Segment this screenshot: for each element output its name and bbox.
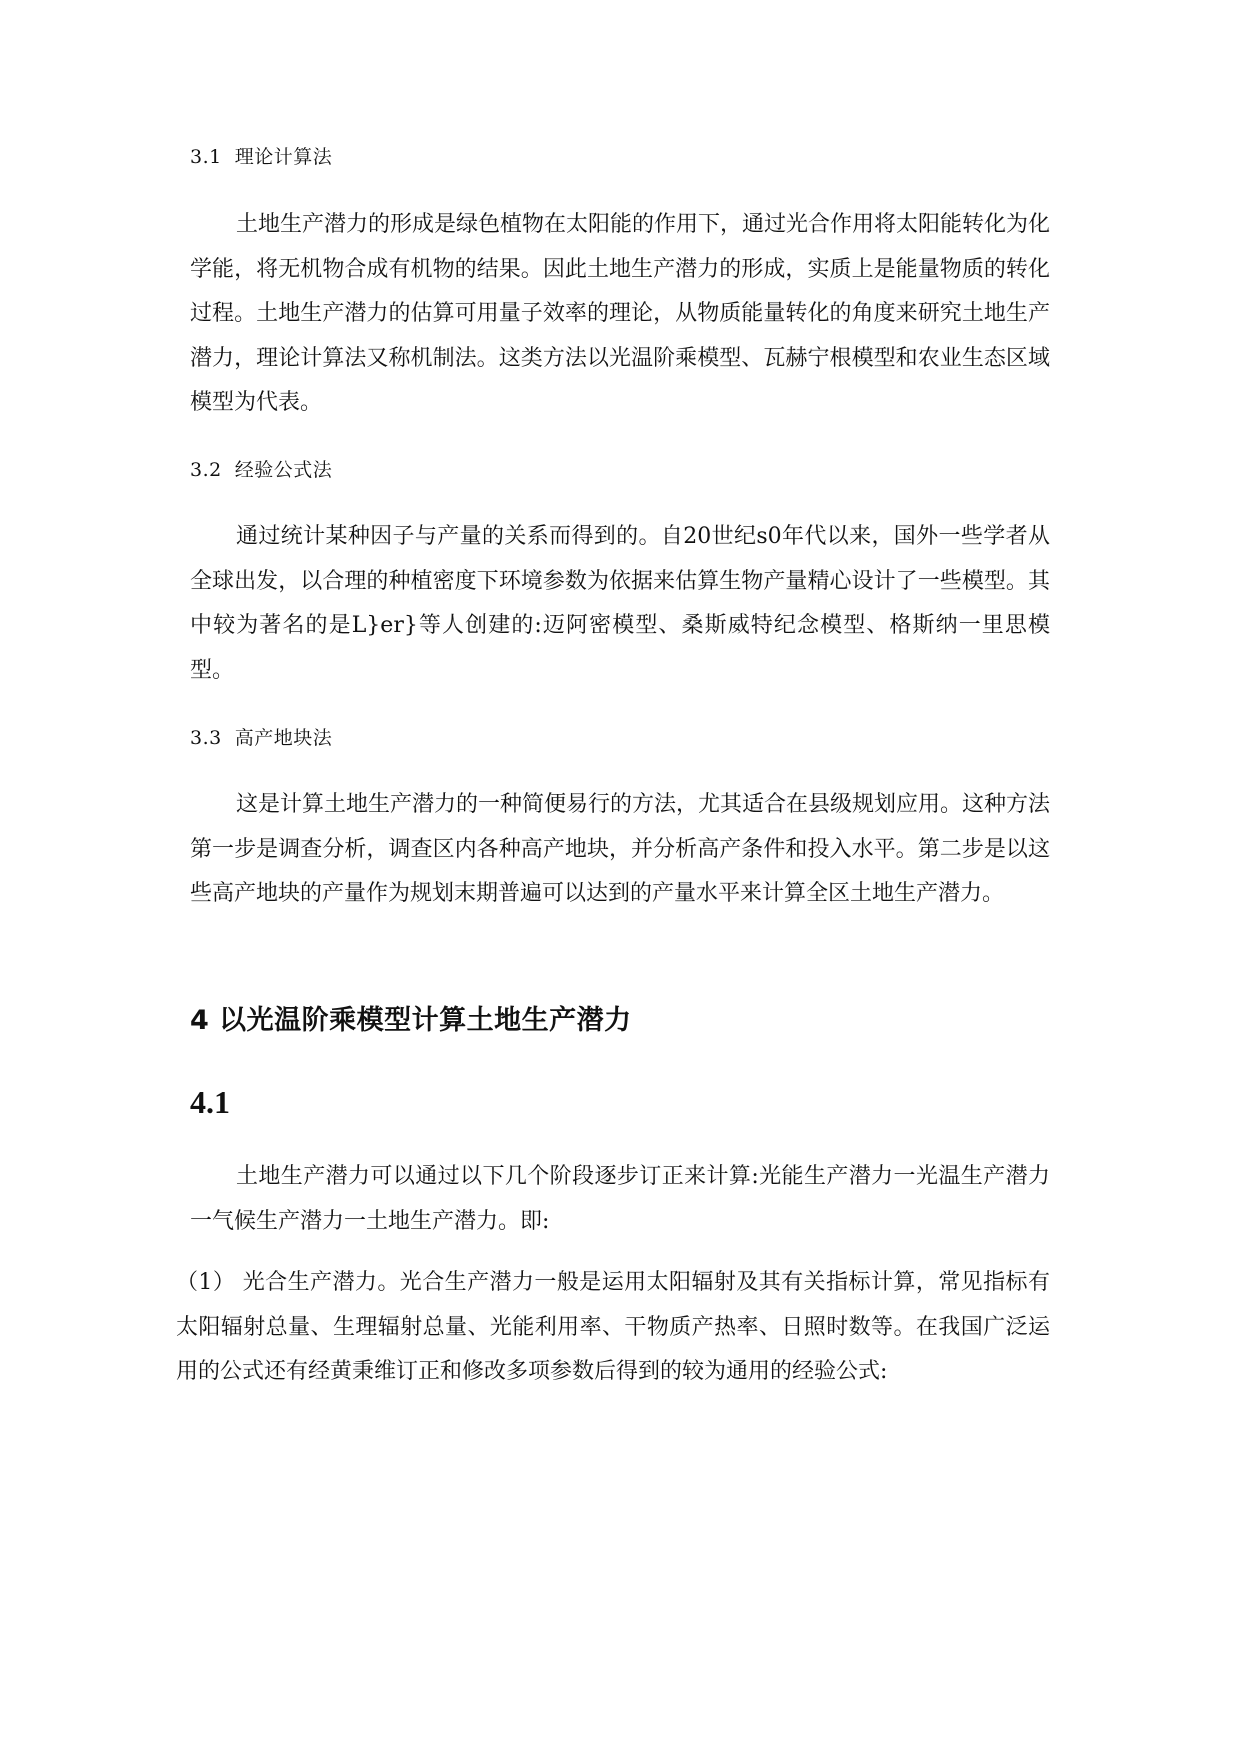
section-heading-3-2: 3.2 经验公式法 bbox=[190, 459, 333, 481]
subheading-4-1: 4.1 bbox=[190, 1084, 230, 1120]
chapter-heading-4: 4 以光温阶乘模型计算土地生产潜力 bbox=[190, 1005, 632, 1036]
section-heading-3-3: 3.3 高产地块法 bbox=[190, 727, 333, 749]
chapter-intro-paragraph: 土地生产潜力可以通过以下几个阶段逐步订正来计算:光能生产潜力一光温生产潜力一气候生产潜力一土地生产潜力。即: bbox=[190, 1164, 1050, 1234]
section-paragraph-3-3: 这是计算土地生产潜力的一种简便易行的方法，尤其适合在县级规划应用。这种方法第一步是调查分析，调查区内各种高产地块，并分析高产条件和投入水平。第二步是以这些高产地块的产量作为规划末期普遍可以达到的产量水平来计算全区土地生产潜力。 bbox=[190, 792, 1051, 906]
section-heading-3-1: 3.1 理论计算法 bbox=[190, 146, 333, 168]
section-paragraph-3-2: 通过统计某种因子与产量的关系而得到的。自20世纪s0年代以来，国外一些学者从全球出发，以合理的种植密度下环境参数为依据来估算生物产量精心设计了一些模型。其中较为著名的是L}er}等人创建的:迈阿密模型、桑斯威特纪念模型、格斯纳一里思模型。 bbox=[190, 524, 1050, 683]
list-item-photosynthetic-potential: （1） 光合生产潜力。光合生产潜力一般是运用太阳辐射及其有关指标计算，常见指标有太阳辐射总量、生理辐射总量、光能利用率、干物质产热率、日照时数等。在我国广泛运用的公式还有经黄秉维订正和修改多项参数后得到的较为通用的经验公式: bbox=[176, 1270, 1050, 1384]
section-paragraph-3-1: 土地生产潜力的形成是绿色植物在太阳能的作用下，通过光合作用将太阳能转化为化学能，将无机物合成有机物的结果。因此土地生产潜力的形成，实质上是能量物质的转化过程。土地生产潜力的估算可用量子效率的理论，从物质能量转化的角度来研究土地生产潜力，理论计算法又称机制法。这类方法以光温阶乘模型、瓦赫宁根模型和农业生态区域模型为代表。 bbox=[190, 212, 1051, 415]
